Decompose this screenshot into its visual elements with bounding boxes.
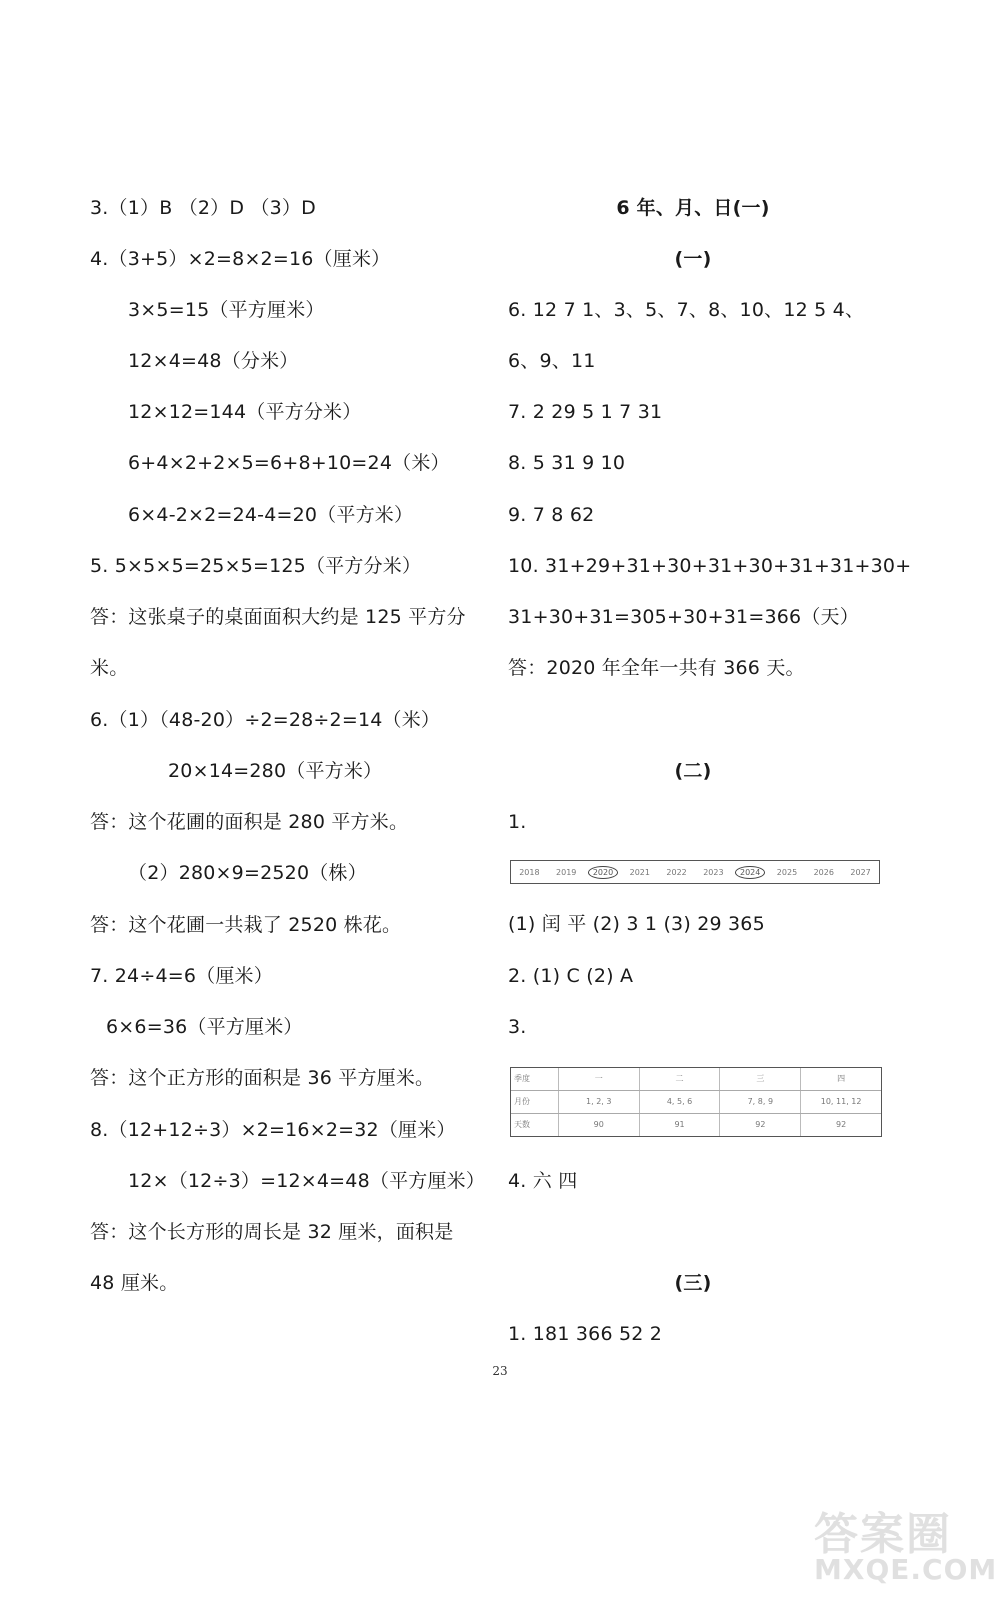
answer-line: 答：2020 年全年一共有 366 天。 bbox=[508, 657, 805, 679]
timeline-year: 2019 bbox=[556, 867, 577, 877]
answer-line: 10. 31+29+31+30+31+30+31+31+30+ bbox=[508, 555, 912, 577]
table-cell: 二 bbox=[640, 1068, 721, 1090]
watermark-cn: 答案圈 bbox=[814, 1509, 952, 1560]
timeline-year-circled: 2024 bbox=[732, 868, 769, 877]
answer-line: 31+30+31=305+30+31=366（天） bbox=[508, 606, 859, 628]
section-heading-1: (一) bbox=[674, 248, 712, 270]
table-cell: 天数 bbox=[511, 1114, 559, 1136]
answer-line: 米。 bbox=[90, 657, 129, 679]
answer-line: 6. 12 7 1、3、5、7、8、10、12 5 4、 bbox=[508, 299, 865, 321]
site-watermark bbox=[814, 1498, 998, 1594]
table-cell: 三 bbox=[720, 1068, 801, 1090]
table-cell: 四 bbox=[837, 1074, 846, 1083]
table-cell: 92 bbox=[720, 1114, 801, 1136]
timeline-year: 2027 bbox=[850, 867, 871, 877]
answer-line: 6.（1）（48-20）÷2=28÷2=14（米） bbox=[90, 709, 441, 731]
table-cell: 1, 2, 3 bbox=[559, 1091, 640, 1113]
answer-line: 答：这个正方形的面积是 36 平方厘米。 bbox=[90, 1067, 435, 1089]
answer-line: 3×5=15（平方厘米） bbox=[128, 299, 325, 321]
table-cell: 90 bbox=[559, 1114, 640, 1136]
timeline-year: 2018 bbox=[519, 867, 540, 877]
timeline-year: 2025 bbox=[776, 867, 798, 877]
answer-line: 答：这个花圃的面积是 280 平方米。 bbox=[90, 811, 409, 833]
section-title: 6 年、月、日(一) bbox=[616, 197, 770, 219]
table-cell: 月份 bbox=[511, 1091, 559, 1113]
answer-line: 4. 六 四 bbox=[508, 1170, 578, 1192]
answer-line: 12×4=48（分米） bbox=[128, 350, 299, 372]
answer-line: 6×6=36（平方厘米） bbox=[106, 1016, 303, 1038]
answer-line: 答：这个长方形的周长是 32 厘米，面积是 bbox=[90, 1221, 454, 1243]
answer-line: 8. 5 31 9 10 bbox=[508, 452, 626, 474]
answer-line: 4.（3+5）×2=8×2=16（厘米） bbox=[90, 248, 391, 270]
table-row bbox=[511, 1068, 881, 1091]
table-cell: 一 bbox=[559, 1068, 640, 1090]
answer-line: 7. 2 29 5 1 7 31 bbox=[508, 401, 663, 423]
answer-line: 7. 24÷4=6（厘米） bbox=[90, 965, 273, 987]
quarter-table bbox=[510, 1067, 882, 1137]
answer-line: 5. 5×5×5=25×5=125（平方分米） bbox=[90, 555, 422, 577]
answer-line: 6、9、11 bbox=[508, 350, 596, 372]
timeline-year: 2026 bbox=[813, 867, 834, 877]
question-label: 1. bbox=[508, 811, 527, 833]
answer-line: 答：这个花圃一共栽了 2520 株花。 bbox=[90, 914, 402, 936]
answer-line: 48 厘米。 bbox=[90, 1272, 179, 1294]
section-heading-3: (三) bbox=[674, 1272, 712, 1294]
table-cell: 季度 bbox=[511, 1068, 559, 1090]
answer-line: 12×（12÷3）=12×4=48（平方厘米） bbox=[128, 1170, 486, 1192]
answer-line: 6×4-2×2=24-4=20（平方米） bbox=[128, 504, 414, 526]
answer-line: 3.（1）B （2）D （3）D bbox=[90, 197, 316, 219]
table-cell: 7, 8, 9 bbox=[720, 1091, 801, 1113]
answer-line: 1. 181 366 52 2 bbox=[508, 1323, 663, 1345]
watermark-en: MXQE.COM bbox=[814, 1553, 998, 1586]
timeline-year-circled: 2020 bbox=[585, 868, 622, 877]
answer-line: 9. 7 8 62 bbox=[508, 504, 595, 526]
answer-line: 答：这张桌子的桌面面积大约是 125 平方分 bbox=[90, 606, 466, 628]
answer-line: 12×12=144（平方分米） bbox=[128, 401, 362, 423]
timeline-year: 2021 bbox=[629, 867, 650, 877]
table-cell: 10, 11, 12 bbox=[820, 1097, 862, 1106]
section-heading-2: (二) bbox=[674, 760, 712, 782]
answer-line: 8.（12+12÷3）×2=16×2=32（厘米） bbox=[90, 1119, 456, 1141]
table-cell: 4, 5, 6 bbox=[640, 1091, 721, 1113]
answer-line: 2. (1) C (2) A bbox=[508, 965, 634, 987]
question-label: 3. bbox=[508, 1016, 527, 1038]
year-timeline bbox=[510, 860, 880, 884]
answer-line: (1) 闰 平 (2) 3 1 (3) 29 365 bbox=[508, 913, 765, 935]
table-row bbox=[511, 1114, 881, 1136]
table-row bbox=[511, 1091, 881, 1114]
table-cell: 91 bbox=[640, 1114, 721, 1136]
answer-line: 20×14=280（平方米） bbox=[168, 760, 383, 782]
table-cell: 92 bbox=[836, 1120, 847, 1129]
answer-line: 6+4×2+2×5=6+8+10=24（米） bbox=[128, 452, 450, 474]
page-number: 23 bbox=[492, 1364, 508, 1378]
timeline-year: 2022 bbox=[666, 867, 687, 877]
timeline-year: 2023 bbox=[703, 867, 724, 877]
answer-line: （2）280×9=2520（株） bbox=[128, 862, 367, 884]
